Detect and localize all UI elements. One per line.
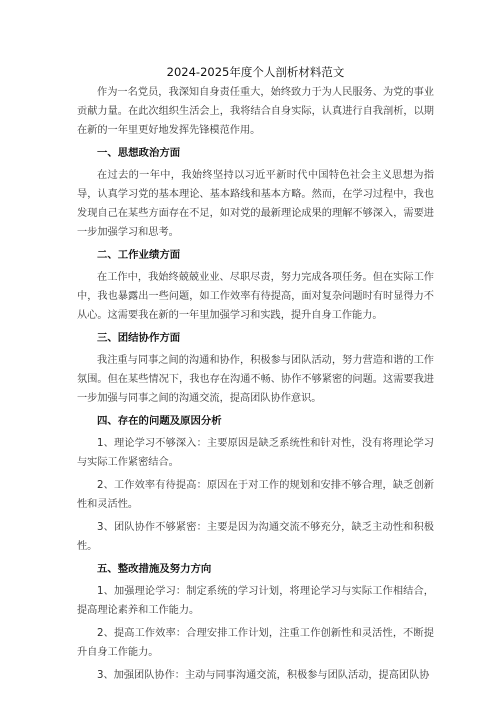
measure-item-2: 2、提高工作效率：合理安排工作计划，注重工作创新性和灵活性，不断提升自身工作能力。 [77,628,434,658]
document-title: 2024-2025年度个人剖析材料范文 [166,65,345,79]
problem-item-3: 3、团队协作不够紧密：主要是因为沟通交流不够充分，缺乏主动性和积极性。 [77,522,434,552]
measure-item-1: 1、加强理论学习：制定系统的学习计划，将理论学习与实际工作相结合，提高理论素养和工作能力。 [77,586,434,616]
document-body [77,63,434,689]
section-heading-measures: 五、整改措施及努力方向 [97,563,212,575]
section-heading-ideology: 一、思想政治方面 [97,147,181,159]
section-paragraph-ideology: 在过去的一年中，我始终坚持以习近平新时代中国特色社会主义思想为指导，认真学习党的基本理论、基本路线和基本方略。然而，在学习过程中，我也发现自己在某些方面存在不足，如对党的最新理论成果的理解不够深入，需要进一步加强学习和思考。 [77,170,434,238]
problem-item-2: 2、工作效率有待提高：原因在于对工作的规划和安排不够合理，缺乏创新性和灵活性。 [77,480,434,510]
section-heading-problems: 四、存在的问题及原因分析 [97,415,222,427]
section-paragraph-performance: 在工作中，我始终兢兢业业、尽职尽责，努力完成各项任务。但在实际工作中，我也暴露出一些问题，如工作效率有待提高，面对复杂问题时有时显得力不从心。这需要我在新的一年里加强学习和实践，提升自身工作能力。 [77,272,434,321]
section-paragraph-teamwork: 我注重与同事之间的沟通和协作，积极参与团队活动，努力营造和谐的工作氛围。但在某些情况下，我也存在沟通不畅、协作不够紧密的问题。这需要我进一步加强与同事之间的沟通交流，提高团队协作意识。 [77,355,434,404]
measure-item-3: 3、加强团队协作：主动与同事沟通交流，积极参与团队活动，提高团队协 [97,670,430,681]
section-heading-teamwork: 三、团结协作方面 [97,332,181,344]
problem-item-1: 1、理论学习不够深入：主要原因是缺乏系统性和针对性，没有将理论学习与实际工作紧密结合。 [77,438,434,468]
section-heading-performance: 二、工作业绩方面 [97,249,181,261]
intro-paragraph: 作为一名党员，我深知自身责任重大，始终致力于为人民服务、为党的事业贡献力量。在此次组织生活会上，我将结合自身实际，认真进行自我剖析，以期在新的一年里更好地发挥先锋模范作用。 [77,87,434,136]
